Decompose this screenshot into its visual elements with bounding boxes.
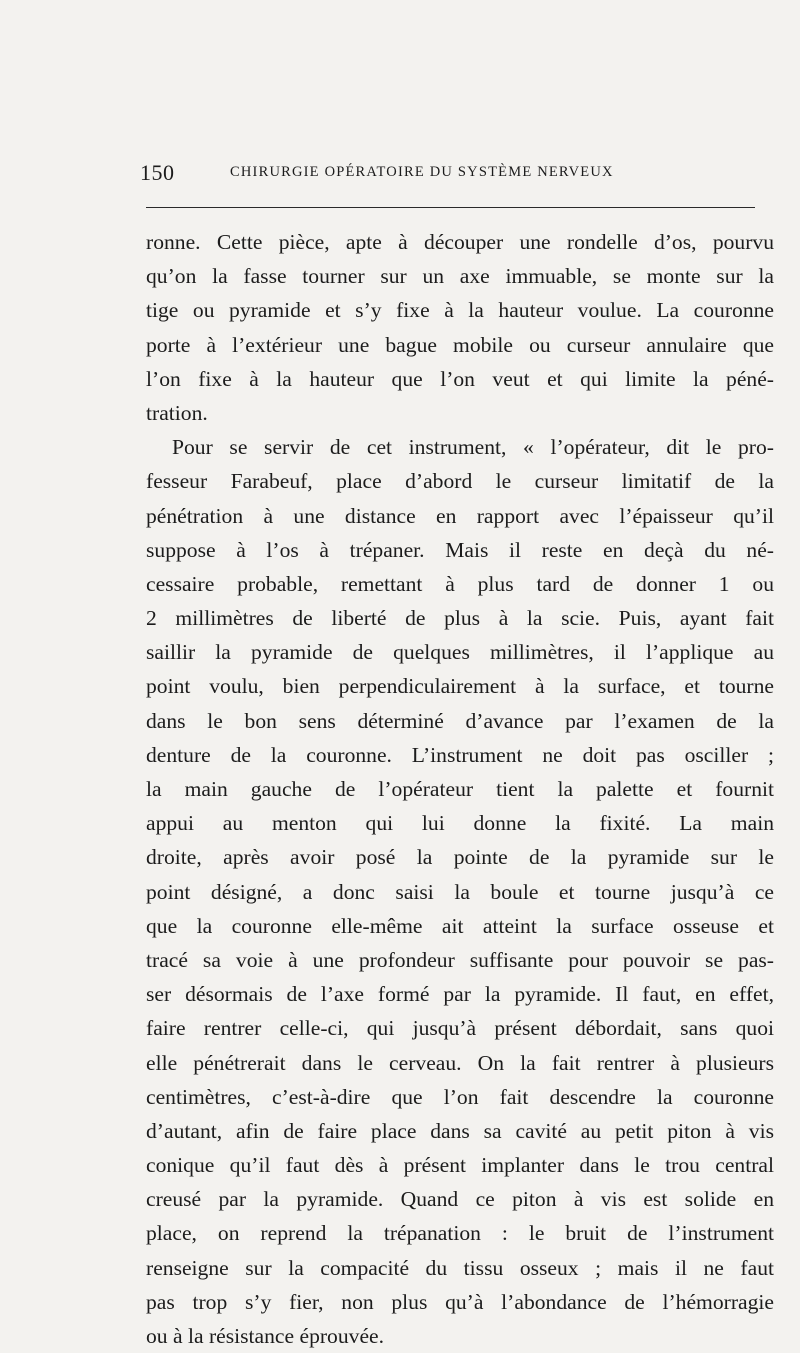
header-rule [146, 207, 755, 208]
text-line: ser désormais de l’axe formé par la pyramide. Il faut, en effet, [146, 982, 774, 1007]
text-line: suppose à l’os à trépaner. Mais il reste en deçà du né- [146, 537, 774, 562]
text-line: centimètres, c’est-à-dire que l’on fait descendre la couronne [146, 1084, 774, 1109]
text-line: d’autant, afin de faire place dans sa cavité au petit piton à vis [146, 1118, 774, 1143]
text-line: tracé sa voie à une profondeur suffisante pour pouvoir se pas- [146, 947, 774, 972]
text-line: droite, après avoir posé la pointe de la pyramide sur le [146, 845, 774, 870]
text-line: que la couronne elle-même ait atteint la surface osseuse et [146, 913, 774, 938]
text-line: cessaire probable, remettant à plus tard de donner 1 ou [146, 571, 774, 596]
running-head [140, 160, 755, 190]
body-text [146, 225, 774, 1353]
text-line: renseigne sur la compacité du tissu osseux ; mais il ne faut [146, 1255, 774, 1280]
text-line: ou à la résistance éprouvée. [146, 1324, 385, 1348]
text-line: Pour se servir de cet instrument, « l’opérateur, dit le pro- [172, 435, 774, 460]
text-line: fesseur Farabeuf, place d’abord le curseur limitatif de la [146, 469, 774, 494]
text-line: saillir la pyramide de quelques millimètres, il l’applique au [146, 640, 774, 665]
text-line: dans le bon sens déterminé d’avance par l’examen de la [146, 708, 774, 733]
text-line: denture de la couronne. L’instrument ne doit pas osciller ; [146, 742, 774, 767]
text-line: point désigné, a donc saisi la boule et tourne jusqu’à ce [146, 879, 774, 904]
text-line: pas trop s’y fier, non plus qu’à l’abondance de l’hémorragie [146, 1289, 774, 1314]
text-line: faire rentrer celle-ci, qui jusqu’à présent débordait, sans quoi [146, 1016, 774, 1041]
text-line: la main gauche de l’opérateur tient la palette et fournit [146, 777, 774, 801]
text-line: ronne. Cette pièce, apte à découper une rondelle d’os, pourvu [146, 230, 774, 254]
text-line: elle pénétrerait dans le cerveau. On la fait rentrer à plusieurs [146, 1050, 774, 1075]
page-number: 150 [140, 160, 175, 185]
text-line: pénétration à une distance en rapport avec l’épaisseur qu’il [146, 503, 774, 528]
text-line: porte à l’extérieur une bague mobile ou curseur annulaire que [146, 332, 774, 357]
text-line: qu’on la fasse tourner sur un axe immuable, se monte sur la [146, 264, 774, 289]
text-line: creusé par la pyramide. Quand ce piton à vis est solide en [146, 1187, 774, 1212]
text-line: l’on fixe à la hauteur que l’on veut et qui limite la péné- [146, 366, 774, 391]
text-line: place, on reprend la trépanation : le bruit de l’instrument [146, 1221, 774, 1246]
text-line: tige ou pyramide et s’y fixe à la hauteur voulue. La couronne [146, 298, 774, 323]
text-line: 2 millimètres de liberté de plus à la scie. Puis, ayant fait [146, 606, 774, 631]
text-line: appui au menton qui lui donne la fixité. La main [146, 811, 774, 836]
running-title: CHIRURGIE OPÉRATOIRE DU SYSTÈME NERVEUX [230, 164, 614, 180]
text-line: conique qu’il faut dès à présent implanter dans le trou central [146, 1153, 774, 1178]
text-line: tration. [146, 400, 208, 425]
text-line: point voulu, bien perpendiculairement à la surface, et tourne [146, 674, 774, 699]
